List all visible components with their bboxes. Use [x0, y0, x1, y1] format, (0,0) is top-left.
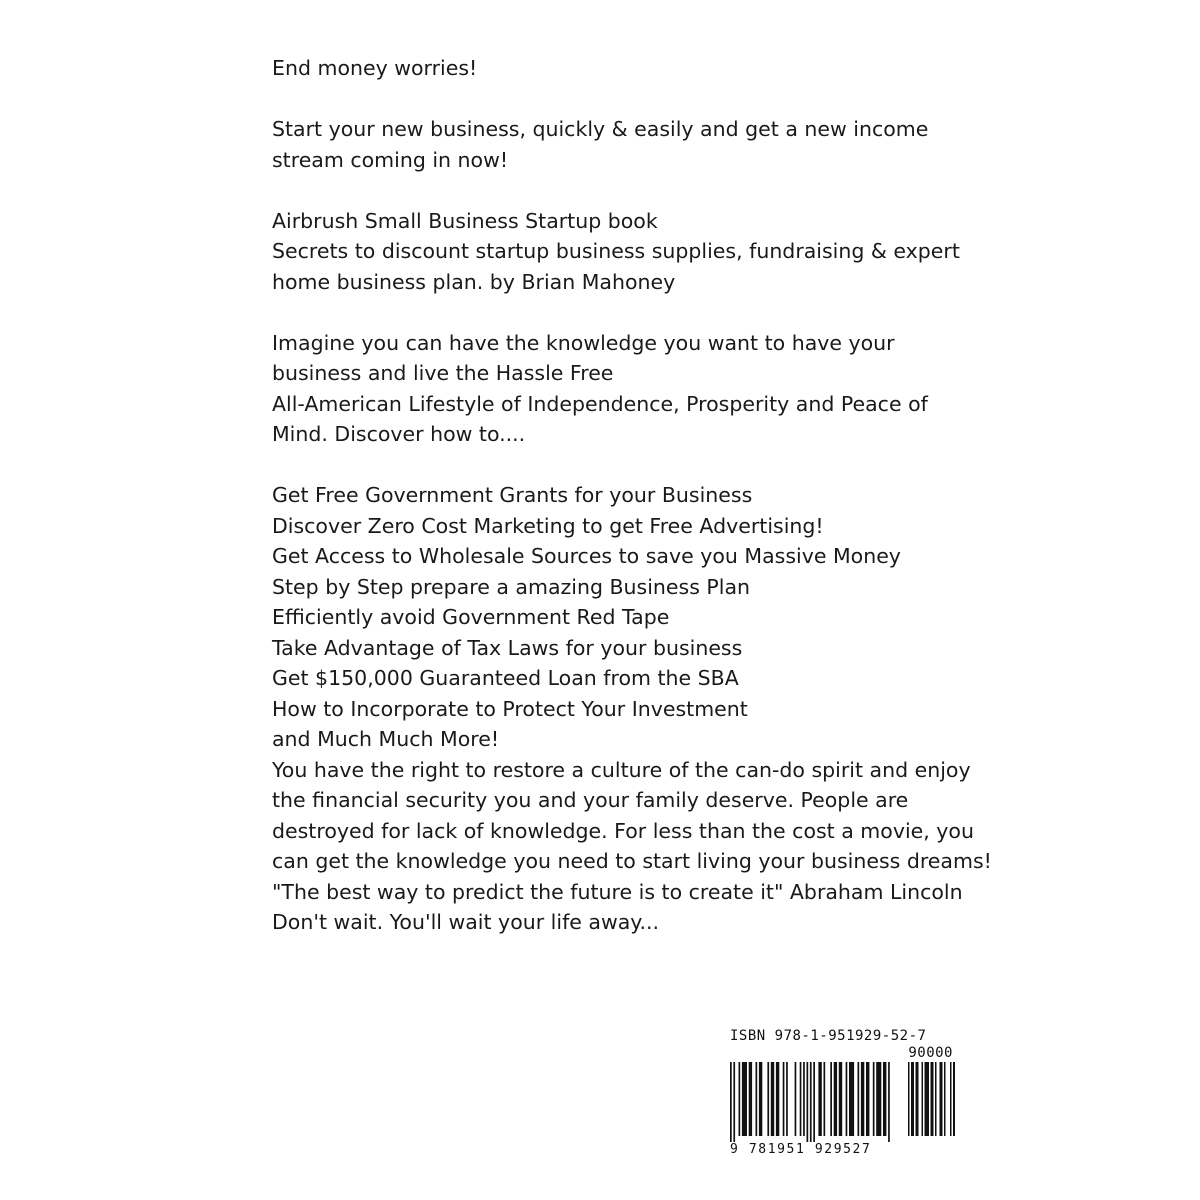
benefit-item: Discover Zero Cost Marketing to get Free Advertising! — [272, 513, 824, 538]
book-subtitle: Secrets to discount startup business supplies, fundraising & expert — [272, 239, 960, 263]
barcode-bar — [873, 1062, 875, 1136]
barcode-bar — [803, 1062, 805, 1136]
final-line: Don't wait. You'll wait your life away... — [272, 910, 660, 934]
barcode-bar — [795, 1062, 797, 1136]
benefit-item: How to Incorporate to Protect Your Investment — [272, 696, 748, 721]
closing-line: the financial security you and your family deserve. People are — [272, 788, 909, 812]
barcode-bar — [783, 1062, 785, 1136]
ean-barcode-bars — [730, 1062, 902, 1142]
book-subtitle: home business plan. by Brian Mahoney — [272, 269, 676, 294]
benefit-item: Get Access to Wholesale Sources to save you Massive Money — [272, 544, 901, 568]
barcode-bar — [759, 1062, 762, 1136]
barcode-bar — [813, 1062, 815, 1142]
book-title: Airbrush Small Business Startup book — [272, 208, 658, 233]
isbn-label: ISBN 978-1-951929-52-7 — [730, 1028, 927, 1044]
barcode-bar — [807, 1062, 809, 1142]
barcode-bar — [916, 1062, 919, 1136]
lincoln-quote: "The best way to predict the future is to create it" Abraham Lincoln — [272, 879, 963, 904]
barcode-bar — [940, 1062, 943, 1136]
barcode-bar — [925, 1062, 930, 1136]
barcode-bar — [733, 1062, 735, 1142]
imagine-line: Imagine you can have the knowledge you want to have your — [272, 330, 895, 355]
benefit-item: Step by Step prepare a amazing Business Plan — [272, 574, 751, 599]
barcode-bar — [800, 1062, 802, 1136]
barcode-bar — [839, 1062, 842, 1136]
closing-line: You have the right to restore a culture of the can-do spirit and enjoy — [272, 757, 971, 782]
closing-line: destroyed for lack of knowledge. For less than the cost a movie, you — [272, 818, 974, 843]
closing-line: can get the knowledge you need to start living your business dreams! — [272, 849, 992, 873]
pitch-line: stream coming in now! — [272, 147, 509, 172]
barcode-bar — [767, 1062, 769, 1136]
barcode-bar — [883, 1062, 886, 1136]
barcode-bar — [911, 1062, 914, 1136]
barcode-bar — [771, 1062, 774, 1136]
barcode-bar — [749, 1062, 752, 1136]
imagine-line: All-American Lifestyle of Independence, Prosperity and Peace of — [272, 391, 928, 416]
barcode-bar — [846, 1062, 848, 1136]
benefit-item: Efficiently avoid Government Red Tape — [272, 605, 670, 629]
barcode-bar — [824, 1062, 826, 1136]
barcode-bar — [866, 1062, 869, 1136]
barcode-bar — [888, 1062, 890, 1142]
pitch-line: Start your new business, quickly & easily and get a new income — [272, 117, 929, 141]
ean-digits: 9 781951 929527 — [730, 1142, 872, 1157]
barcode-bar — [810, 1062, 812, 1142]
barcode-bar — [849, 1062, 854, 1136]
barcode-bar — [830, 1062, 832, 1136]
imagine-line: Mind. Discover how to.... — [272, 422, 526, 446]
barcode-bar — [931, 1062, 934, 1136]
barcode-bar — [742, 1062, 747, 1136]
barcode-bar — [776, 1062, 779, 1136]
benefit-item: Get $150,000 Guaranteed Loan from the SBA — [272, 666, 739, 690]
headline: End money worries! — [272, 56, 478, 80]
barcode-bar — [730, 1062, 732, 1142]
isbn-barcode — [730, 1028, 955, 1160]
barcode-bar — [908, 1062, 910, 1136]
barcode-bar — [786, 1062, 788, 1136]
barcode-bar — [935, 1062, 937, 1136]
barcode-bar — [922, 1062, 924, 1136]
barcode-bar — [858, 1062, 860, 1136]
price-code: 90000 — [908, 1045, 953, 1061]
back-cover-text — [272, 53, 992, 938]
benefit-item: and Much Much More! — [272, 727, 500, 751]
barcode-bar — [739, 1062, 741, 1136]
barcode-bar — [861, 1062, 864, 1136]
barcode-bar — [818, 1062, 821, 1136]
barcode-bar — [876, 1062, 881, 1136]
addon-barcode-bars — [908, 1062, 955, 1142]
benefit-item: Get Free Government Grants for your Business — [272, 483, 753, 507]
barcode-bar — [944, 1062, 946, 1136]
barcode-bar — [756, 1062, 758, 1136]
barcode-bar — [834, 1062, 837, 1136]
barcode-bar — [953, 1062, 955, 1136]
imagine-line: business and live the Hassle Free — [272, 361, 614, 385]
benefit-item: Take Advantage of Tax Laws for your business — [272, 635, 743, 660]
barcode-bar — [950, 1062, 952, 1136]
